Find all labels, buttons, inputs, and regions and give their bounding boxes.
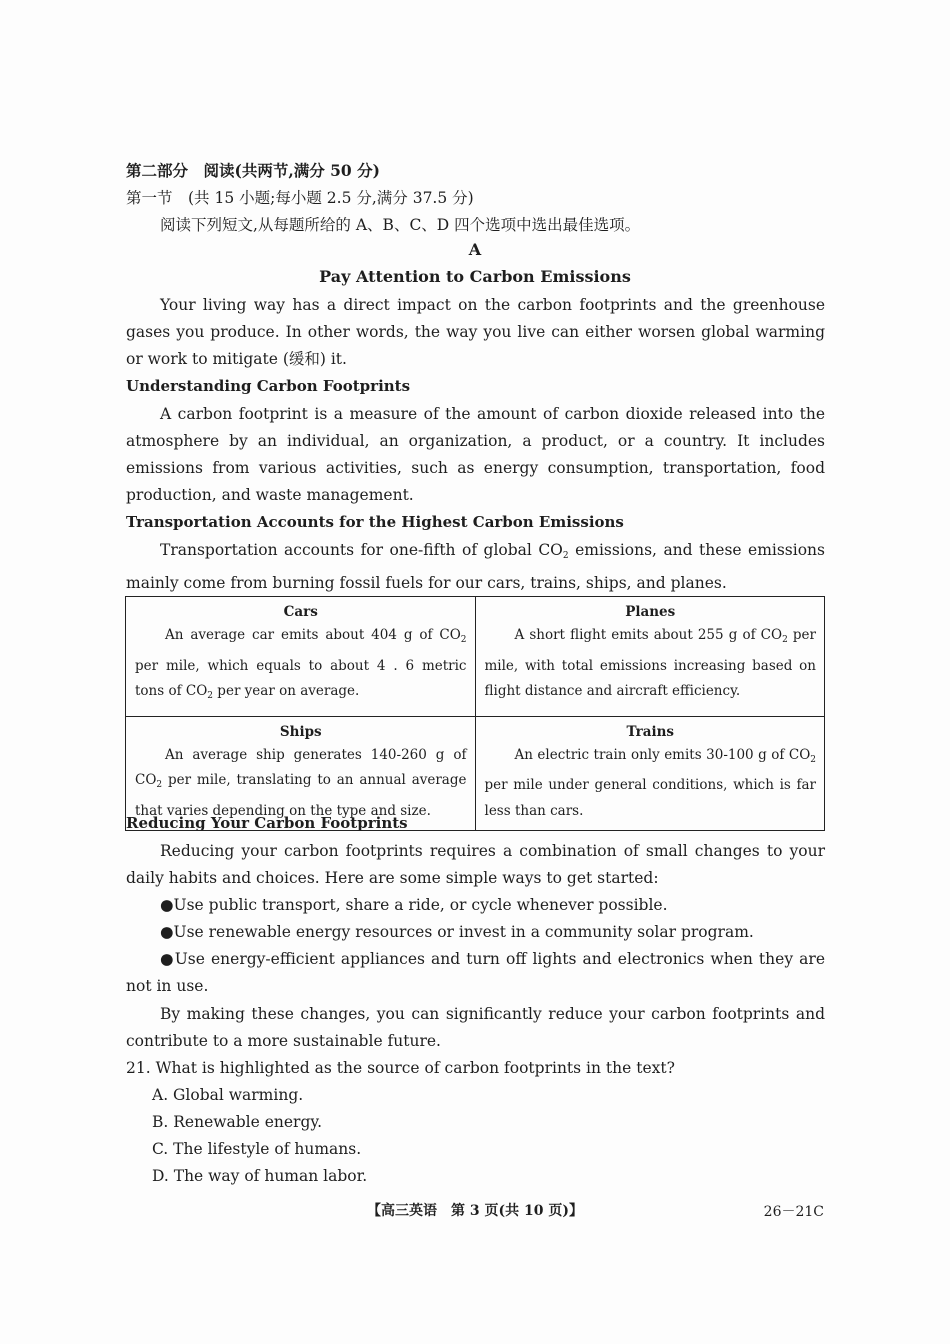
conclusion-paragraph: By making these changes, you can significantly reduce your carbon footprints and contribute to a more sustainable future. xyxy=(126,1005,825,1050)
ships-title: Ships xyxy=(279,723,322,740)
definition-paragraph: A carbon footprint is a measure of the amount of carbon dioxide released into the atmosphere by an individual, an organization, a product, or a country. It includes emissions from various activities, such as energy consumption, transportation, food production, and waste management. xyxy=(126,405,825,504)
trains-cell xyxy=(475,716,825,831)
option-b[interactable]: B. Renewable energy. xyxy=(152,1113,323,1131)
tip-bullet-2: ●Use renewable energy resources or invest in a community solar program. xyxy=(160,923,754,941)
emissions-table xyxy=(125,596,825,831)
transportation-paragraph: Transportation accounts for one-fifth of global $CO_2$ emissions, and these emissions mainly come from burning fossil fuels for our cars, trains, ships, and planes. xyxy=(126,541,825,592)
cars-text: An average car emits about 404 g of $CO_2$ per mile, which equals to about 4 . 6 metric tons of $CO_2$ per year on average. xyxy=(135,627,467,701)
heading-transportation: Transportation Accounts for the Highest Carbon Emissions xyxy=(126,513,624,531)
cars-cell xyxy=(126,597,476,717)
exam-code: 26－21C xyxy=(763,1204,824,1220)
tip-bullet-1: ●Use public transport, share a ride, or cycle whenever possible. xyxy=(160,896,668,914)
section-title: 第一节 (共 15 小题;每小题 2.5 分,满分 37.5 分) xyxy=(126,189,474,207)
question-21: 21. What is highlighted as the source of carbon footprints in the text? xyxy=(126,1059,675,1077)
option-c[interactable]: C. The lifestyle of humans. xyxy=(152,1140,362,1158)
reducing-paragraph: Reducing your carbon footprints requires a combination of small changes to your daily habits and choices. Here are some simple ways to get started: xyxy=(126,842,825,887)
page-footer: 【高三英语 第 3 页(共 10 页)】 xyxy=(367,1203,583,1219)
option-a[interactable]: A. Global warming. xyxy=(152,1086,304,1104)
passage-title: Pay Attention to Carbon Emissions xyxy=(319,267,631,286)
option-d[interactable]: D. The way of human labor. xyxy=(152,1167,368,1185)
planes-text: A short flight emits about 255 g of $CO_2$ per mile, with total emissions increasing based on flight distance and aircraft efficiency. xyxy=(484,627,816,699)
heading-understanding: Understanding Carbon Footprints xyxy=(126,377,411,395)
trains-text: An electric train only emits 30-100 g of $CO_2$ per mile under general conditions, which is far less than cars. xyxy=(484,746,816,819)
heading-reducing: Reducing Your Carbon Footprints xyxy=(126,814,408,832)
instruction: 阅读下列短文,从每题所给的 A、B、C、D 四个选项中选出最佳选项。 xyxy=(160,216,641,234)
tip-bullet-3: ●Use energy-efficient appliances and turn off lights and electronics when they are not in use. xyxy=(126,950,825,995)
ships-text: An average ship generates 140-260 g of $CO_2$ per mile, translating to an annual average that varies depending on the type and size. xyxy=(135,746,467,819)
planes-cell xyxy=(475,597,825,717)
cars-title: Cars xyxy=(283,604,318,620)
trains-title: Trains xyxy=(626,723,674,740)
planes-title: Planes xyxy=(625,604,676,620)
passage-letter: A xyxy=(468,240,482,259)
part-title: 第二部分 阅读(共两节,满分 50 分) xyxy=(126,161,380,180)
intro-paragraph: Your living way has a direct impact on the carbon footprints and the greenhouse gases you produce. In other words, the way you live can either worsen global warming or work to mitigate (缓和) it. xyxy=(126,296,825,368)
